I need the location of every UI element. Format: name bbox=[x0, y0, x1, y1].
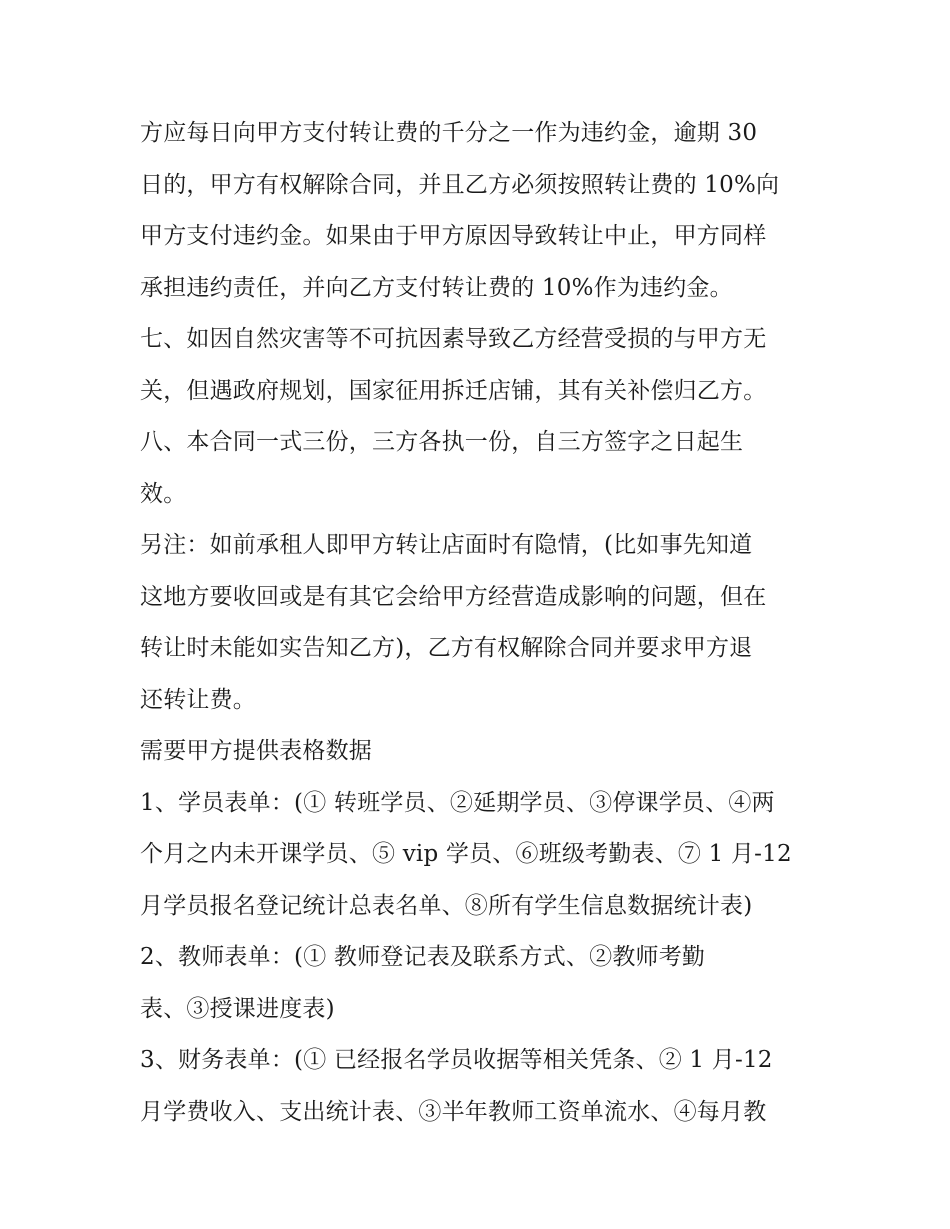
text-line: 2、教师表单：(① 教师登记表及联系方式、②教师考勤 bbox=[140, 944, 706, 970]
text-line: 关，但遇政府规划，国家征用拆迁店铺，其有关补偿归乙方。 bbox=[140, 377, 767, 404]
text-line: 需要甲方提供表格数据 bbox=[140, 738, 372, 764]
text-line: 效。 bbox=[140, 480, 187, 507]
text-line: 这地方要收回或是有其它会给甲方经营造成影响的问题，但在 bbox=[140, 583, 767, 610]
text-line: 个月之内未开课学员、⑤ vip 学员、⑥班级考勤表、⑦ 1 月-12 bbox=[140, 841, 792, 867]
text-line: 承担违约责任，并向乙方支付转让费的 10%作为违约金。 bbox=[140, 274, 733, 301]
text-line: 1、学员表单：(① 转班学员、②延期学员、③停课学员、④两 bbox=[140, 789, 775, 816]
text-line: 日的，甲方有权解除合同，并且乙方必须按照转让费的 10%向 bbox=[140, 171, 780, 198]
text-line: 另注：如前承租人即甲方转让店面时有隐情，(比如事先知道 bbox=[140, 532, 753, 558]
text-line: 转让时未能如实告知乙方)，乙方有权解除合同并要求甲方退 bbox=[140, 635, 753, 661]
text-line: 月学费收入、支出统计表、③半年教师工资单流水、④每月教 bbox=[140, 1098, 767, 1125]
text-line: 甲方支付违约金。如果由于甲方原因导致转让中止，甲方同样 bbox=[140, 223, 767, 249]
text-line: 八、本合同一式三份，三方各执一份，自三方签字之日起生 bbox=[140, 429, 744, 455]
text-line: 3、财务表单：(① 已经报名学员收据等相关凭条、② 1 月-12 bbox=[140, 1047, 773, 1073]
text-line: 月学员报名登记统计总表名单、⑧所有学生信息数据统计表) bbox=[140, 892, 753, 919]
document-body bbox=[140, 108, 820, 1138]
text-line: 表、③授课进度表) bbox=[140, 995, 335, 1022]
text-line: 方应每日向甲方支付转让费的千分之一作为违约金，逾期 30 bbox=[140, 120, 758, 146]
text-line: 还转让费。 bbox=[140, 686, 256, 713]
text-line: 七、如因自然灾害等不可抗因素导致乙方经营受损的与甲方无 bbox=[140, 326, 767, 352]
